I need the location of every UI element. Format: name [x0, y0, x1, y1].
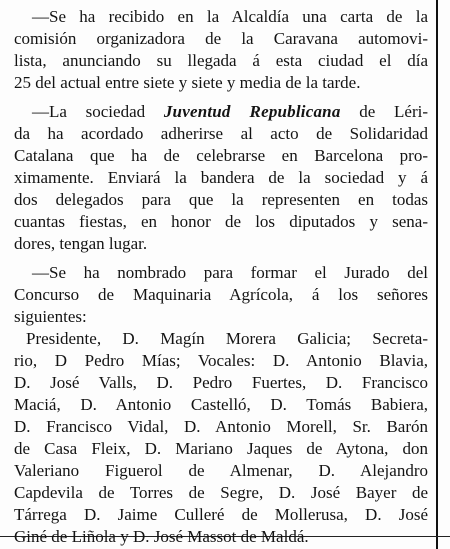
text-line: dos delegados para que la representen en todas — [14, 190, 428, 209]
text-line: comisión organizadora de la Caravana automovi- — [14, 29, 428, 48]
text-line: siguientes: — [14, 307, 87, 326]
text-line: D. Francisco Vidal, D. Antonio Morell, Sr. Barón — [14, 417, 428, 436]
society-name: Juventud Republicana — [163, 102, 341, 121]
text-line: —Se ha recibido en la Alcaldía una carta de la — [32, 7, 428, 26]
text-line — [14, 101, 428, 123]
text-line: cuantas fiestas, en honor de los diputados y sena- — [14, 212, 428, 231]
text-line: Maciá, D. Antonio Castelló, D. Tomás Babiera, — [14, 395, 428, 414]
paragraph-jurado — [14, 262, 428, 548]
news-column — [14, 6, 428, 548]
text-line: —Se ha nombrado para formar el Jurado del — [32, 263, 428, 282]
text-line: da ha acordado adherirse al acto de Solidaridad — [14, 124, 428, 143]
paragraph-juventud-republicana — [14, 101, 428, 255]
paragraph-gap — [14, 94, 428, 101]
text-line: Giné de Liñola y D. José Massot de Maldá. — [14, 527, 309, 546]
text-line: Presidente, D. Magín Morera Galicia; Secreta- — [26, 329, 428, 348]
text-line: lista, anunciando su llegada á esta ciudad el día — [14, 51, 428, 70]
paragraph-gap — [14, 255, 428, 262]
text-line: rio, D Pedro Mías; Vocales: D. Antonio Blavia, — [14, 351, 428, 370]
text-line: Capdevila de Torres de Segre, D. José Bayer de — [14, 483, 428, 502]
text-line: 25 del actual entre siete y siete y media de la tarde. — [14, 73, 361, 92]
text-line: ximamente. Enviará la bandera de la sociedad y á — [14, 168, 428, 187]
column-rule-right — [436, 0, 438, 549]
text-line: Concurso de Maquinaria Agrícola, á los señores — [14, 285, 428, 304]
text-line: de Casa Fleix, D. Mariano Jaques de Aytona, don — [14, 439, 428, 458]
text-line: dores, tengan lugar. — [14, 234, 148, 253]
text-line: Catalana que ha de celebrarse en Barcelona pro- — [14, 146, 428, 165]
paragraph-caravana — [14, 6, 428, 94]
text-run: —La sociedad — [32, 102, 164, 121]
text-line: Valeriano Figuerol de Almenar, D. Alejandro — [14, 461, 428, 480]
text-line: D. José Valls, D. Pedro Fuertes, D. Francisco — [14, 373, 428, 392]
text-line: Tárrega D. Jaime Culleré de Mollerusa, D. José — [14, 505, 428, 524]
text-run: de Léri- — [340, 102, 428, 121]
